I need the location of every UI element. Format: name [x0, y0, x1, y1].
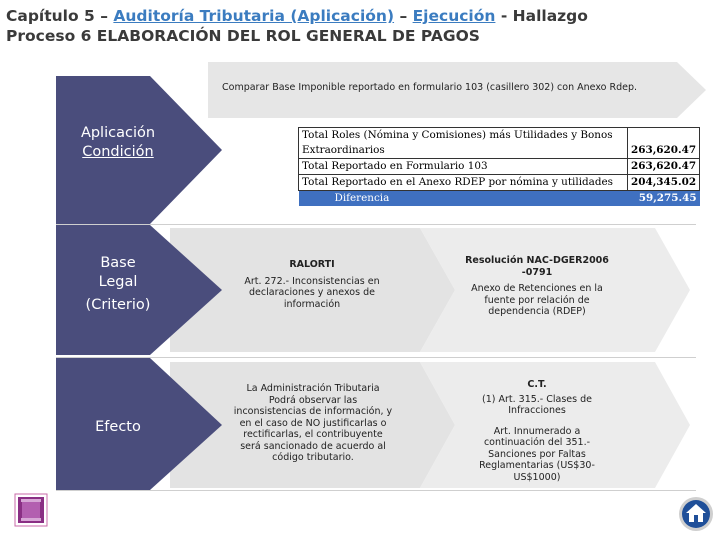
- resolucion-block: [458, 255, 616, 318]
- legal-label: Legal: [98, 274, 138, 290]
- row-label: Total Reportado en Formulario 103: [299, 159, 628, 175]
- divider-3: [56, 490, 696, 491]
- ct-art351: Art. Innumerado a continuación del 351.- Sanciones por Faltas Reglamentarias (US$30-US$1000): [479, 425, 595, 483]
- base-legal-label: [58, 254, 178, 315]
- title-rest: - Hallazgo: [495, 7, 588, 25]
- table-row: [299, 128, 700, 159]
- efecto-left-body: La Administración Tributaria Podrá observar las inconsistencias de información, y en el caso de NO justificarlas o rectificarlas, el contribuyente será sancionado de acuerdo al código tributario.: [233, 383, 393, 463]
- condicion-label: Condición: [82, 144, 154, 160]
- ralorti-body: Art. 272.- Inconsistencias en declaraciones y anexos de información: [244, 275, 380, 310]
- table-row: [299, 159, 700, 175]
- base-label: Base: [100, 255, 136, 271]
- divider-1: [56, 224, 696, 225]
- title-separator: –: [394, 7, 413, 25]
- ct-title: C.T.: [527, 379, 547, 390]
- resolucion-body: Anexo de Retenciones en la fuente por relación de dependencia (RDEP): [471, 283, 603, 317]
- ralorti-title: RALORTI: [289, 259, 335, 270]
- compare-instruction: Comparar Base Imponible reportado en formulario 103 (casillero 302) con Anexo Rdep.: [222, 82, 638, 93]
- table-row: [299, 175, 700, 191]
- efecto-label: Efecto: [95, 419, 141, 435]
- auditoria-link[interactable]: Auditoría Tributaria (Aplicación): [113, 7, 395, 25]
- ejecucion-link[interactable]: Ejecución: [412, 7, 496, 25]
- row-label: Total Roles (Nómina y Comisiones) más Utilidades y Bonos Extraordinarios: [299, 128, 628, 159]
- difference-value: 59,275.45: [628, 191, 700, 207]
- row-value: 263,620.47: [628, 159, 700, 175]
- ct-art315: (1) Art. 315.- Clases de Infracciones: [482, 393, 592, 416]
- aplicacion-label: Aplicación: [80, 125, 156, 141]
- document-icon[interactable]: [14, 493, 48, 527]
- efecto-right-block: [462, 379, 612, 483]
- row-label: Total Reportado en el Anexo RDEP por nómina y utilidades: [299, 175, 628, 191]
- criterio-label: (Criterio): [85, 297, 151, 313]
- title-line-2: Proceso 6 ELABORACIÓN DEL ROL GENERAL DE PAGOS: [6, 27, 480, 45]
- title-prefix: Capítulo 5 –: [6, 7, 114, 25]
- resolucion-title: Resolución NAC-DGER2006 -0791: [465, 255, 609, 278]
- divider-2: [56, 357, 696, 358]
- home-icon[interactable]: [678, 496, 714, 532]
- difference-label: Diferencia: [299, 191, 628, 207]
- difference-row: [299, 191, 700, 207]
- aplicacion-condicion-label: [58, 124, 178, 162]
- row-value: 263,620.47: [628, 128, 700, 159]
- comparison-table: [298, 127, 700, 206]
- efecto-left-block: [232, 383, 394, 464]
- ralorti-block: [232, 259, 392, 310]
- row-value: 204,345.02: [628, 175, 700, 191]
